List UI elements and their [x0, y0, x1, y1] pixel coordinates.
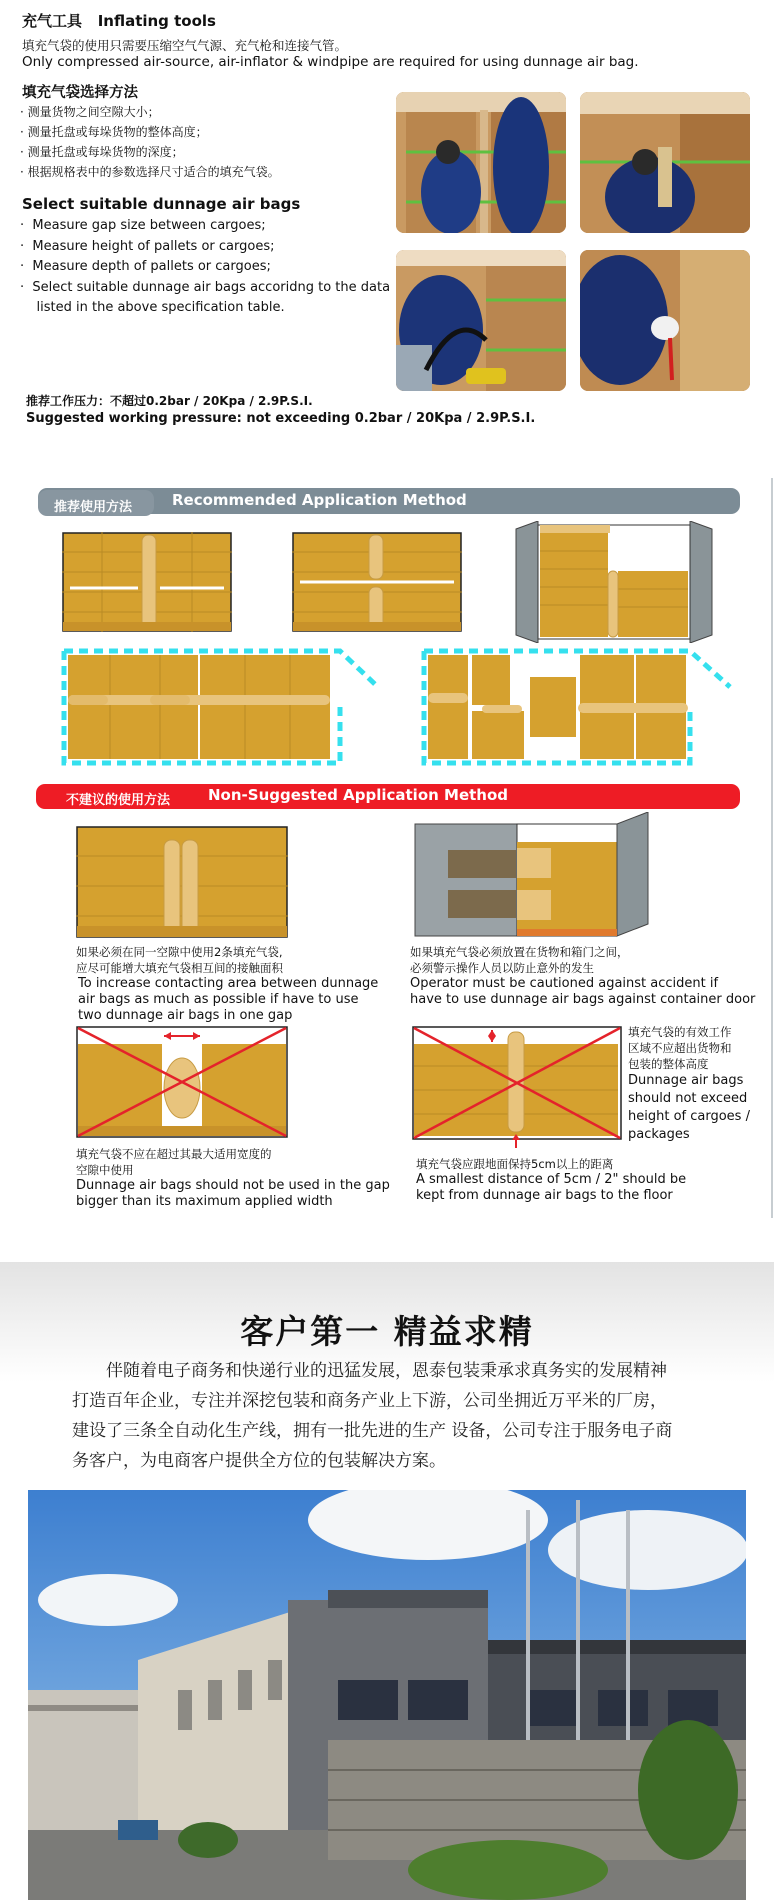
caption-en: A smallest distance of 5cm / 2" should be: [416, 1172, 687, 1187]
edge-rule: [771, 478, 773, 1218]
diagram-bad-4: [412, 1026, 622, 1152]
caption-en: Dunnage air bags: [628, 1073, 744, 1088]
company-paragraph-line: 务客户，为电商客户提供全方位的包装解决方案。: [72, 1451, 446, 1471]
caption-en: have to use dunnage air bags against container door: [410, 992, 756, 1007]
tools-title-cn: 充气工具: [22, 12, 83, 30]
diagram-bad-3: [76, 1026, 288, 1142]
diagram-bad-1: [76, 826, 288, 942]
caption-en: air bags as much as possible if have to use: [78, 992, 359, 1007]
photo-inflating-4: [580, 250, 750, 391]
caption-en: two dunnage air bags in one gap: [78, 1008, 293, 1023]
selection-title-cn: 填充气袋选择方法: [22, 85, 138, 101]
bullet-en: · Measure depth of pallets or cargoes;: [20, 259, 271, 274]
not-suggested-label-cn: 不建议的使用方法: [66, 793, 171, 808]
caption-cn: 如果填充气袋必须放置在货物和箱门之间，: [410, 945, 629, 959]
tools-desc-cn: 填充气袋的使用只需要压缩空气气源、充气枪和连接气管。: [22, 38, 348, 53]
photo-inflating-3: [396, 250, 566, 391]
caption-cn: 区域不应超出货物和: [628, 1041, 732, 1055]
caption-bad-5: [628, 1024, 750, 1144]
diagram-rec-3: [514, 521, 714, 647]
caption-en: packages: [628, 1127, 690, 1142]
company-title: 客户第一 精益求精: [240, 1312, 534, 1351]
diagram-rec-1: [62, 532, 232, 636]
caption-en: bigger than its maximum applied width: [76, 1194, 333, 1209]
caption-en: should not exceed: [628, 1091, 748, 1106]
caption-cn: 填充气袋应跟地面保持5cm以上的距离: [416, 1157, 614, 1171]
photo-inflating-2: [580, 92, 750, 233]
diagram-rec-4: [60, 647, 380, 771]
caption-cn: 必须警示操作人员以防止意外的发生: [410, 961, 594, 975]
bullet-cn: · 测量货物之间空隙大小；: [20, 105, 160, 119]
company-paragraph-line: 打造百年企业，专注并深挖包装和商务产业上下游，公司坐拥近万平米的厂房，: [72, 1391, 667, 1411]
caption-en: Dunnage air bags should not be used in the gap: [76, 1178, 390, 1193]
diagram-rec-2: [292, 532, 462, 636]
recommended-label-en: Recommended Application Method: [172, 491, 467, 509]
selection-title-en: Select suitable dunnage air bags: [22, 195, 301, 213]
caption-cn: 如果必须在同一空隙中使用2条填充气袋,: [76, 945, 283, 959]
recommended-label-cn: 推荐使用方法: [54, 500, 133, 515]
bullet-en: · Measure height of pallets or cargoes;: [20, 238, 275, 254]
caption-en: To increase contacting area between dunnage: [78, 976, 379, 991]
caption-en: Operator must be cautioned against accident if: [410, 976, 719, 991]
bullet-en: · Measure gap size between cargoes;: [20, 218, 266, 233]
selection-bullets-en: [20, 216, 390, 319]
caption-cn: 填充气袋的有效工作: [628, 1025, 732, 1039]
bullet-cn: · 测量托盘或每垛货物的整体高度；: [20, 125, 208, 139]
caption-en: kept from dunnage air bags to the floor: [416, 1188, 673, 1203]
diagram-rec-5: [420, 647, 740, 771]
company-paragraph-line: 伴随着电子商务和快递行业的迅猛发展，恩泰包装秉承求真务实的发展精神: [72, 1361, 667, 1381]
company-paragraph-line: 建设了三条全自动化生产线，拥有一批先进的生产 设备，公司专注于服务电子商: [72, 1421, 673, 1441]
bullet-en: listed in the above specification table.: [20, 300, 285, 315]
caption-cn: 包装的整体高度: [628, 1057, 709, 1071]
tools-title-en: Inflating tools: [97, 12, 216, 30]
diagram-bad-2: [414, 812, 650, 942]
bullet-en: · Select suitable dunnage air bags accoridng to the data: [20, 279, 391, 295]
caption-bad-2: [410, 944, 755, 1008]
bullet-cn: · 根据规格表中的参数选择尺寸适合的填充气袋。: [20, 165, 280, 179]
photo-inflating-1: [396, 92, 566, 233]
caption-cn: 空隙中使用: [76, 1163, 134, 1177]
caption-en: height of cargoes /: [628, 1109, 750, 1124]
tools-title: [22, 10, 216, 31]
selection-bullets-cn: [20, 102, 280, 182]
not-suggested-label-en: Non-Suggested Application Method: [208, 786, 509, 804]
caption-bad-4: [416, 1156, 686, 1204]
factory-photo: [28, 1490, 746, 1900]
pressure-en: Suggested working pressure: not exceeding 0.2bar / 20Kpa / 2.9P.S.I.: [26, 411, 536, 426]
pressure-cn: 推荐工作压力：不超过0.2bar / 20Kpa / 2.9P.S.I.: [26, 394, 313, 408]
caption-bad-1: [76, 944, 378, 1024]
caption-cn: 填充气袋不应在超过其最大适用宽度的: [76, 1147, 272, 1161]
tools-desc-en: Only compressed air-source, air-inflator & windpipe are required for using dunnage air bag.: [22, 54, 639, 70]
caption-cn: 应尽可能增大填充气袋相互间的接触面积: [76, 961, 283, 975]
caption-bad-3: [76, 1146, 390, 1210]
company-paragraph: [72, 1356, 672, 1476]
bullet-cn: · 测量托盘或每垛货物的深度；: [20, 145, 184, 159]
